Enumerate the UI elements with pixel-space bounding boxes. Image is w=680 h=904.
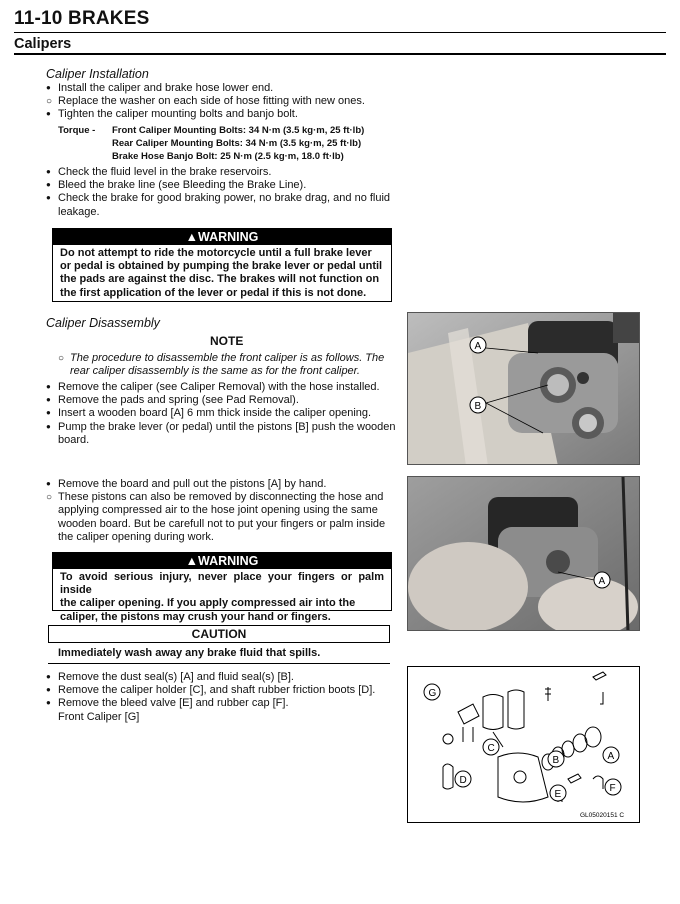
svg-text:D: D <box>459 775 467 786</box>
list-item: ●Pump the brake lever (or pedal) until the pistons [B] push the wooden <box>46 421 396 434</box>
bullet-icon <box>46 671 58 684</box>
exploded-view-drawing <box>408 667 639 822</box>
disassembly-heading: Caliper Disassembly <box>46 316 160 330</box>
caliper-board-illustration <box>408 313 640 465</box>
caution-text: Immediately wash away any brake fluid that spills. <box>58 647 321 659</box>
bullet-icon <box>46 697 58 710</box>
warning-triangle-icon: ▲ <box>185 554 198 568</box>
svg-text:A: A <box>474 341 482 352</box>
list-item: ●Remove the dust seal(s) [A] and fluid seal(s) [B]. <box>46 671 375 684</box>
circle-bullet-icon <box>46 491 58 504</box>
svg-text:A: A <box>607 751 615 762</box>
warning-text: To avoid serious injury, never place your fingers or palm inside the caliper opening. If you apply compressed air into the caliper, the pistons may crush your hand or fingers. <box>60 571 384 623</box>
header-rule <box>14 32 666 33</box>
torque-label: Torque - <box>58 125 96 136</box>
bullet-icon <box>46 166 58 179</box>
section-title: Calipers <box>14 36 72 52</box>
warning-box <box>52 552 392 623</box>
list-item: board. <box>58 433 90 446</box>
list-item: leakage. <box>58 205 100 218</box>
piston-removal-illustration <box>408 477 640 631</box>
svg-text:B: B <box>474 401 482 412</box>
svg-text:E: E <box>554 789 562 800</box>
bullet-icon <box>46 684 58 697</box>
svg-text:C: C <box>487 743 495 754</box>
caution-rule <box>48 663 390 664</box>
caution-box <box>48 625 390 643</box>
bullet-icon <box>46 478 58 491</box>
piston-removal-photo <box>407 476 640 631</box>
installation-steps-2 <box>46 166 390 219</box>
note-text: ○The procedure to disassemble the front caliper is as follows. The rear caliper disassembly is the same as for the front caliper. <box>58 352 384 378</box>
torque-line: Brake Hose Banjo Bolt: 25 N·m (2.5 kg·m, 18.0 ft·lb) <box>112 151 344 162</box>
front-caliper-exploded-diagram <box>407 666 640 823</box>
svg-text:A: A <box>598 576 606 587</box>
list-item: ●Insert a wooden board [A] 6 mm thick inside the caliper opening. <box>46 407 396 420</box>
bullet-icon <box>46 421 58 434</box>
list-item: wooden board. But be carefull not to put your fingers or palm inside <box>58 517 386 530</box>
disassembly-steps <box>46 381 396 447</box>
warning-header: ▲WARNING <box>53 553 391 569</box>
warning-box <box>52 228 392 302</box>
list-item: ●Remove the pads and spring (see Pad Removal). <box>46 394 396 407</box>
disassembly-steps-b <box>46 478 385 544</box>
torque-line: Rear Caliper Mounting Bolts: 34 N·m (3.5 kg·m, 25 ft·lb) <box>112 138 362 149</box>
list-item: ●Remove the bleed valve [E] and rubber cap [F]. <box>46 697 375 710</box>
circle-bullet-icon <box>58 352 70 365</box>
figure-code: GL05020151 C <box>580 812 625 819</box>
bullet-icon <box>46 192 58 205</box>
list-item: Front Caliper [G] <box>58 710 140 723</box>
note-label: NOTE <box>210 334 244 348</box>
installation-heading: Caliper Installation <box>46 67 149 81</box>
bullet-icon <box>46 108 58 121</box>
svg-text:B: B <box>552 755 560 766</box>
svg-text:F: F <box>609 783 616 794</box>
installation-steps <box>46 82 365 122</box>
list-item: applying compressed air to the hose joint opening using the same <box>58 504 378 517</box>
list-item: ○Replace the washer on each side of hose fitting with new ones. <box>46 95 365 108</box>
list-item: ●Remove the board and pull out the pistons [A] by hand. <box>46 478 385 491</box>
list-item: ●Check the fluid level in the brake reservoirs. <box>46 166 390 179</box>
bullet-icon <box>46 82 58 95</box>
svg-text:G: G <box>428 688 437 699</box>
list-item: ●Remove the caliper (see Caliper Removal) with the hose installed. <box>46 381 396 394</box>
list-item: the caliper opening during work. <box>58 530 214 543</box>
list-item: ○These pistons can also be removed by disconnecting the hose and <box>46 491 385 504</box>
list-item: ●Install the caliper and brake hose lower end. <box>46 82 365 95</box>
warning-text: Do not attempt to ride the motorcycle until a full brake lever or pedal is obtained by pumping the brake lever or pedal until the pads are against the disc. The brakes will not function on the first application of the lever or pedal if this is not done. <box>60 247 383 299</box>
bullet-icon <box>46 179 58 192</box>
bullet-icon <box>46 407 58 420</box>
torque-specs <box>112 124 364 163</box>
section-rule <box>14 53 666 55</box>
disassembly-steps-c <box>46 671 375 724</box>
warning-header: ▲WARNING <box>53 229 391 245</box>
list-item: ●Bleed the brake line (see Bleeding the Brake Line). <box>46 179 390 192</box>
bullet-icon <box>46 394 58 407</box>
circle-bullet-icon <box>46 95 58 108</box>
caliper-board-photo <box>407 312 640 465</box>
list-item: ●Check the brake for good braking power, no brake drag, and no fluid <box>46 192 390 205</box>
list-item: ●Remove the caliper holder [C], and shaft rubber friction boots [D]. <box>46 684 375 697</box>
warning-triangle-icon: ▲ <box>185 230 198 244</box>
list-item: ●Tighten the caliper mounting bolts and banjo bolt. <box>46 108 365 121</box>
bullet-icon <box>46 381 58 394</box>
page-title: 11-10 BRAKES <box>14 8 150 29</box>
caution-header: CAUTION <box>49 626 389 643</box>
torque-line: Front Caliper Mounting Bolts: 34 N·m (3.5 kg·m, 25 ft·lb) <box>112 125 365 136</box>
